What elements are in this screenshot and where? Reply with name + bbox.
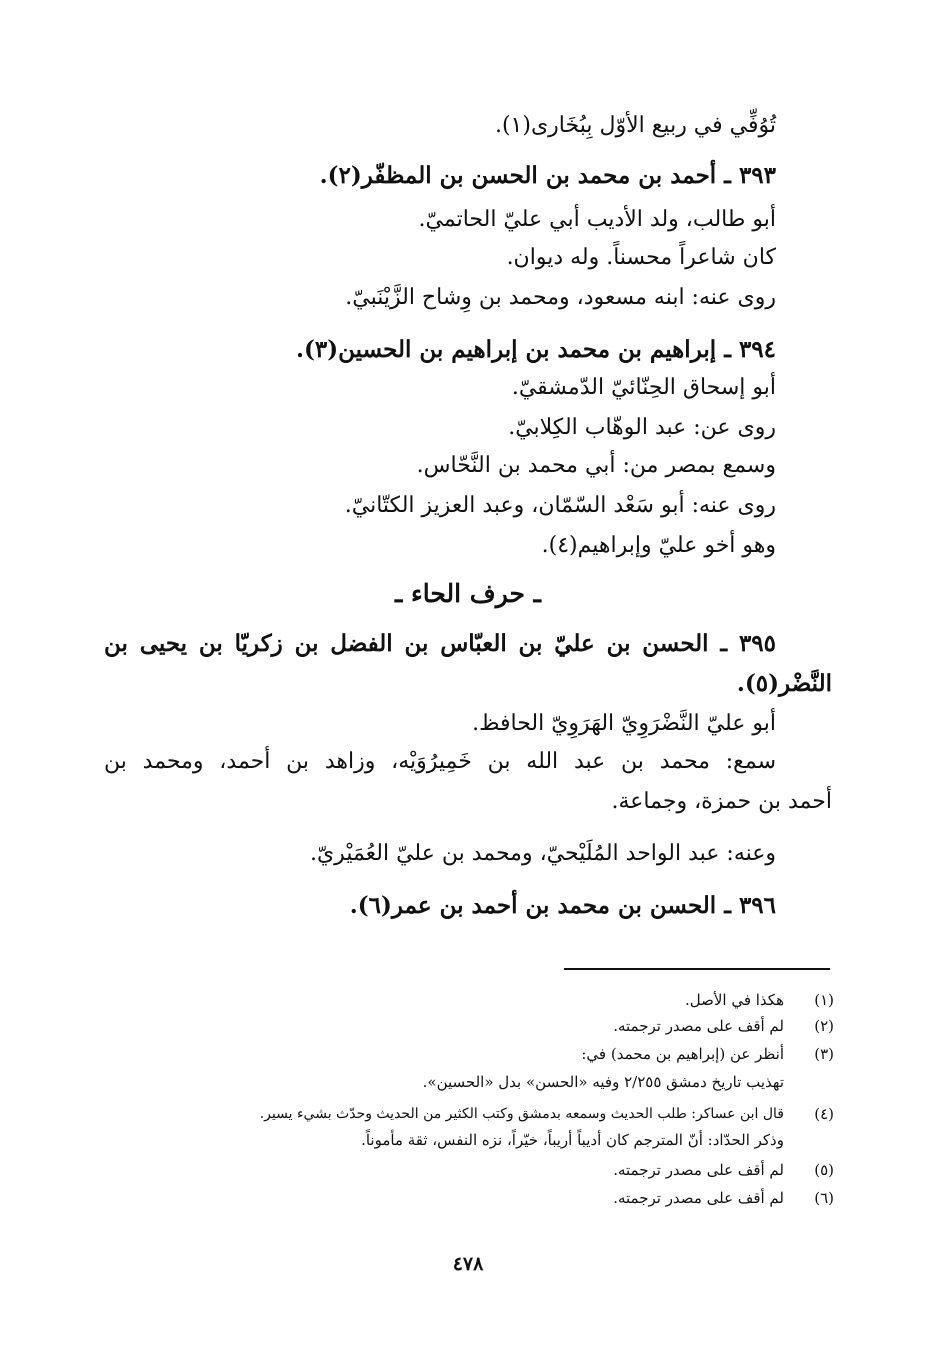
body-line: أبو عليّ النَّضْرَوِيّ الهَرَوِيّ الحافظ. xyxy=(472,711,776,736)
footnote-text: لم أقف على مصدر ترجمته. xyxy=(613,1017,784,1035)
body-line: سمع: محمد بن عبد الله بن خَمِيرُوَيْه، وزاهد بن أحمد، ومحمد بن xyxy=(104,749,776,774)
footnote-number: (٤) xyxy=(814,1105,834,1123)
body-line: روى عنه: ابنه مسعود، ومحمد بن وِشاح الزَّيْنَبيّ. xyxy=(345,285,776,310)
footnote-text: وذكر الحدّاد: أنّ المترجم كان أديباً أريباً، خيّراً، نزه النفس، ثقة مأموناً. xyxy=(361,1131,784,1149)
footnote-number: (٦) xyxy=(814,1189,834,1207)
body-line: كان شاعراً محسناً. وله ديوان. xyxy=(506,245,776,270)
entry-heading-395: ٣٩٥ ـ الحسن بن عليّ بن العبّاس بن الفضل بن زكريّا بن يحيى بن xyxy=(104,630,776,657)
footnote-number: (٢) xyxy=(814,1017,834,1035)
footnote-text: هكذا في الأصل. xyxy=(684,991,784,1009)
entry-heading-394: ٣٩٤ ـ إبراهيم بن محمد بن إبراهيم بن الحسين(٣). xyxy=(296,336,776,363)
body-line: أحمد بن حمزة، وجماعة. xyxy=(611,789,832,814)
footnote-text: لم أقف على مصدر ترجمته. xyxy=(613,1161,784,1179)
body-line: أبو طالب، ولد الأديب أبي عليّ الحاتميّ. xyxy=(418,207,776,232)
body-line: وعنه: عبد الواحد المُلَيْحيّ، ومحمد بن عليّ العُمَيْريّ. xyxy=(309,841,776,866)
footnote-text: قال ابن عساكر: طلب الحديث وسمعه بدمشق وكتب الكثير من الحديث وحدّث بشيء يسير. xyxy=(259,1106,784,1122)
footnote-number: (١) xyxy=(814,991,834,1009)
entry-heading-395-continued: النَّضْر(٥). xyxy=(736,670,832,697)
body-line: وهو أخو عليّ وإبراهيم(٤). xyxy=(541,533,776,558)
entry-heading-393: ٣٩٣ ـ أحمد بن محمد بن الحسن بن المظفّر(٢). xyxy=(319,162,776,189)
footnote-separator xyxy=(564,968,830,970)
footnote-text: تهذيب تاريخ دمشق ٢/٢٥٥ وفيه «الحسن» بدل «الحسين». xyxy=(422,1073,784,1091)
body-line: تُوُفِّي في ربيع الأوّل بِبُخَارى(١). xyxy=(494,113,776,138)
footnote-text: لم أقف على مصدر ترجمته. xyxy=(613,1189,784,1207)
section-heading: ـ حرف الحاء ـ xyxy=(395,579,541,608)
entry-heading-396: ٣٩٦ ـ الحسن بن محمد بن أحمد بن عمر(٦). xyxy=(349,892,776,919)
body-line: روى عن: عبد الوهّاب الكِلابيّ. xyxy=(508,415,776,440)
footnote-text: أنظر عن (إبراهيم بن محمد) في: xyxy=(581,1045,784,1063)
page-number: ٤٧٨ xyxy=(452,1253,484,1275)
body-line: روى عنه: أبو سَعْد السّمّان، وعبد العزيز الكتّانيّ. xyxy=(344,493,776,518)
footnote-number: (٥) xyxy=(814,1161,834,1179)
footnote-number: (٣) xyxy=(814,1045,834,1063)
body-line: أبو إسحاق الحِنّائيّ الدّمشقيّ. xyxy=(511,375,776,400)
body-line: وسمع بمصر من: أبي محمد بن النَّحّاس. xyxy=(416,453,776,478)
